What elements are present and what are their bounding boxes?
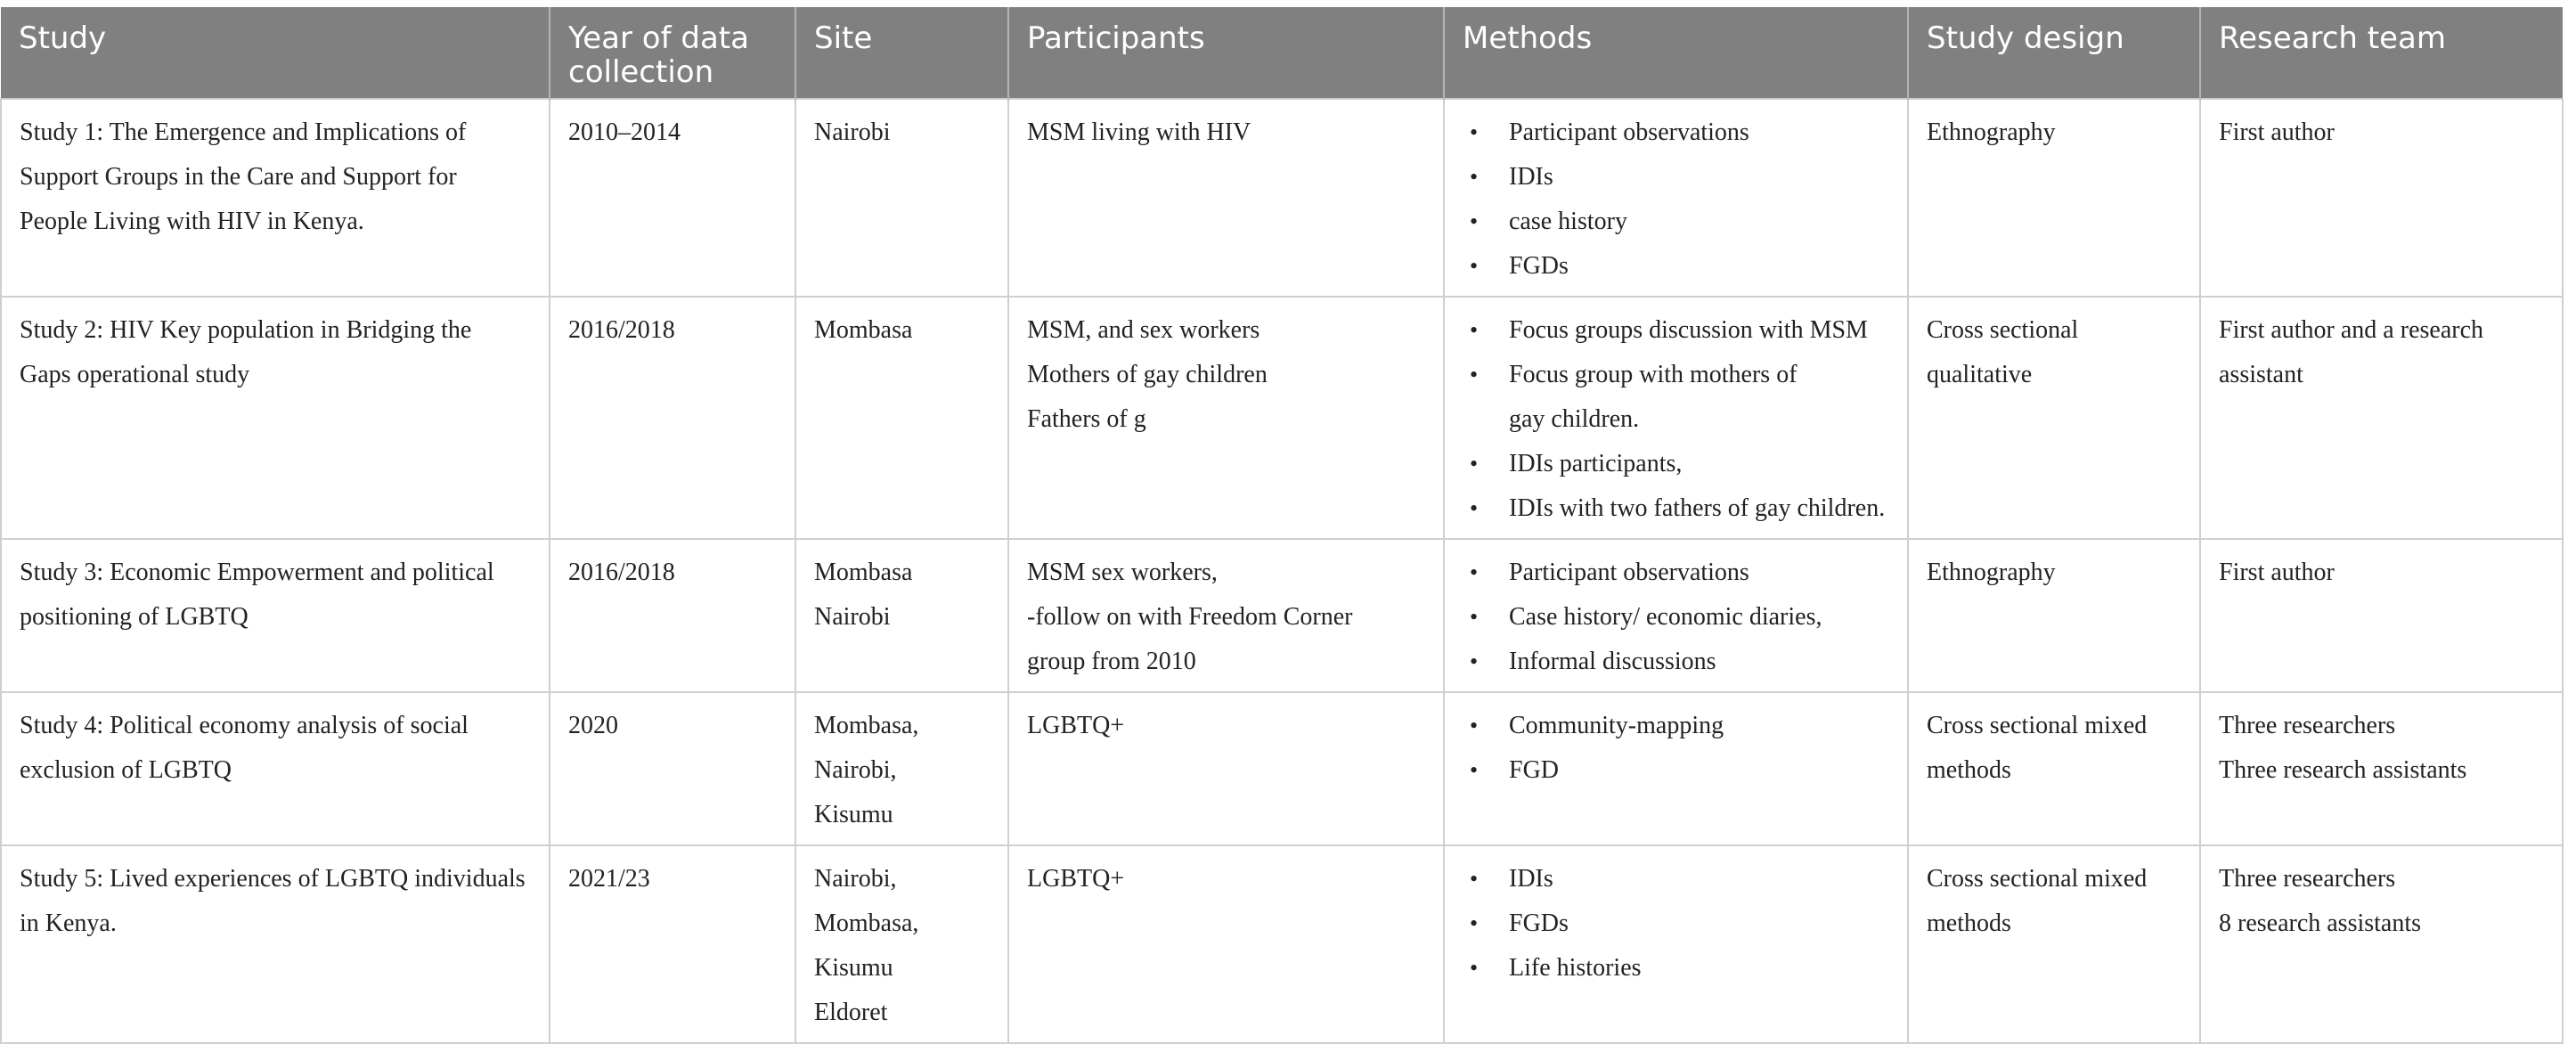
table-row — [1, 297, 2563, 539]
method-item — [1463, 308, 1889, 353]
method-text: • Informal discussions — [1509, 648, 1716, 675]
participants-line: MSM living with HIV — [1027, 118, 1251, 146]
site-line: Mombasa — [814, 316, 913, 344]
study-design-cell — [1908, 99, 2200, 297]
study-design-cell — [1908, 845, 2200, 1043]
year-cell — [550, 692, 795, 845]
research-team-line: First author and a research — [2219, 316, 2483, 344]
participants-cell — [1008, 692, 1444, 845]
method-text: • IDIs — [1509, 865, 1553, 893]
site-cell — [795, 539, 1008, 692]
site-line: Kisumu — [814, 801, 893, 828]
method-item — [1463, 901, 1889, 946]
method-item — [1463, 244, 1889, 289]
site-line: Mombasa — [814, 559, 913, 586]
site-line: Eldoret — [814, 999, 888, 1026]
methods-list — [1463, 857, 1889, 991]
methods-list — [1463, 308, 1889, 531]
study-design-line: Cross sectional — [1927, 316, 2079, 344]
participants-line: Mothers of gay children — [1027, 361, 1268, 388]
research-team-cell — [2200, 99, 2563, 297]
method-text: • FGDs — [1509, 252, 1569, 280]
study-title-line: Study 2: HIV Key population in Bridging the — [20, 316, 472, 344]
site-cell — [795, 692, 1008, 845]
table-body — [1, 99, 2563, 1043]
table-header-row — [1, 7, 2563, 99]
study-title-line: positioning of LGBTQ — [20, 603, 249, 631]
participants-line: LGBTQ+ — [1027, 712, 1125, 739]
method-item — [1463, 551, 1889, 595]
site-line: Nairobi, — [814, 756, 897, 784]
study-title-line: Study 1: The Emergence and Implications of — [20, 118, 467, 146]
year-cell — [550, 539, 795, 692]
methods-cell — [1444, 297, 1908, 539]
table-row — [1, 539, 2563, 692]
year-value: 2010–2014 — [568, 118, 681, 146]
method-text: • Life histories — [1509, 954, 1642, 982]
site-cell — [795, 845, 1008, 1043]
header-year: Year of data collection — [550, 7, 795, 99]
method-item — [1463, 353, 1889, 442]
study-design-cell — [1908, 539, 2200, 692]
study-design-line: Cross sectional mixed — [1927, 865, 2148, 893]
method-item — [1463, 640, 1889, 684]
year-value: 2021/23 — [568, 865, 650, 893]
research-team-cell — [2200, 297, 2563, 539]
header-research-team: Research team — [2200, 7, 2563, 99]
study-cell — [1, 99, 550, 297]
method-text: • Participant observations — [1509, 118, 1749, 146]
method-text: • IDIs participants, — [1509, 450, 1683, 477]
participants-line: MSM sex workers, — [1027, 559, 1218, 586]
participants-cell — [1008, 297, 1444, 539]
method-text-continuation: gay children. — [1509, 405, 1640, 433]
header-participants: Participants — [1008, 7, 1444, 99]
research-team-cell — [2200, 539, 2563, 692]
site-cell — [795, 99, 1008, 297]
research-team-line: First author — [2219, 118, 2335, 146]
method-text: • case history — [1509, 208, 1627, 235]
site-line: Mombasa, — [814, 712, 919, 739]
method-item — [1463, 595, 1889, 640]
table-row — [1, 99, 2563, 297]
research-team-line: assistant — [2219, 361, 2303, 388]
participants-cell — [1008, 845, 1444, 1043]
study-cell — [1, 692, 550, 845]
year-cell — [550, 99, 795, 297]
study-cell — [1, 297, 550, 539]
year-cell — [550, 845, 795, 1043]
study-design-line: methods — [1927, 756, 2011, 784]
study-design-cell — [1908, 297, 2200, 539]
table-row — [1, 692, 2563, 845]
header-site: Site — [795, 7, 1008, 99]
research-team-line: First author — [2219, 559, 2335, 586]
study-cell — [1, 845, 550, 1043]
site-cell — [795, 297, 1008, 539]
study-design-line: Ethnography — [1927, 118, 2056, 146]
method-item — [1463, 748, 1889, 793]
method-item — [1463, 704, 1889, 748]
study-title-line: in Kenya. — [20, 909, 117, 937]
methods-list — [1463, 551, 1889, 684]
method-item — [1463, 200, 1889, 244]
method-text: • Case history/ economic diaries, — [1509, 603, 1822, 631]
method-item — [1463, 110, 1889, 155]
methods-list — [1463, 704, 1889, 793]
participants-line: Fathers of g — [1027, 405, 1146, 433]
method-item — [1463, 857, 1889, 901]
study-design-line: qualitative — [1927, 361, 2033, 388]
participants-line: LGBTQ+ — [1027, 865, 1125, 893]
methods-cell — [1444, 99, 1908, 297]
site-line: Kisumu — [814, 954, 893, 982]
study-design-line: Cross sectional mixed — [1927, 712, 2148, 739]
year-value: 2020 — [568, 712, 618, 739]
header-study-design: Study design — [1908, 7, 2200, 99]
research-team-line: 8 research assistants — [2219, 909, 2422, 937]
method-text: • Focus group with mothers of — [1509, 361, 1797, 388]
study-design-line: methods — [1927, 909, 2011, 937]
study-title-line: Gaps operational study — [20, 361, 250, 388]
research-team-line: Three research assistants — [2219, 756, 2467, 784]
study-title-line: Study 5: Lived experiences of LGBTQ individuals — [20, 865, 526, 893]
participants-line: group from 2010 — [1027, 648, 1196, 675]
participants-cell — [1008, 539, 1444, 692]
table-row — [1, 845, 2563, 1043]
method-text: • Focus groups discussion with MSM — [1509, 316, 1868, 344]
methods-cell — [1444, 692, 1908, 845]
site-line: Nairobi — [814, 118, 891, 146]
study-title-line: Study 3: Economic Empowerment and political — [20, 559, 494, 586]
research-team-cell — [2200, 845, 2563, 1043]
participants-line: -follow on with Freedom Corner — [1027, 603, 1353, 631]
site-line: Nairobi — [814, 603, 891, 631]
site-line: Nairobi, — [814, 865, 897, 893]
research-team-line: Three researchers — [2219, 865, 2396, 893]
site-line: Mombasa, — [814, 909, 919, 937]
method-text: • FGD — [1509, 756, 1560, 784]
method-text: • IDIs with two fathers of gay children. — [1509, 494, 1886, 522]
method-text: • FGDs — [1509, 909, 1569, 937]
method-item — [1463, 155, 1889, 200]
method-item — [1463, 946, 1889, 991]
year-value: 2016/2018 — [568, 316, 675, 344]
header-study: Study — [1, 7, 550, 99]
study-design-line: Ethnography — [1927, 559, 2056, 586]
study-table-container — [0, 7, 2562, 1044]
method-text: • Community-mapping — [1509, 712, 1724, 739]
study-cell — [1, 539, 550, 692]
methods-cell — [1444, 845, 1908, 1043]
study-title-line: Support Groups in the Care and Support for — [20, 163, 457, 191]
method-text: • Participant observations — [1509, 559, 1749, 586]
year-cell — [550, 297, 795, 539]
method-text: • IDIs — [1509, 163, 1553, 191]
study-design-cell — [1908, 692, 2200, 845]
year-value: 2016/2018 — [568, 559, 675, 586]
methods-list — [1463, 110, 1889, 289]
study-title-line: exclusion of LGBTQ — [20, 756, 232, 784]
study-title-line: Study 4: Political economy analysis of social — [20, 712, 469, 739]
method-item — [1463, 442, 1889, 486]
research-team-cell — [2200, 692, 2563, 845]
methods-cell — [1444, 539, 1908, 692]
header-methods: Methods — [1444, 7, 1908, 99]
study-title-line: People Living with HIV in Kenya. — [20, 208, 364, 235]
participants-line: MSM, and sex workers — [1027, 316, 1260, 344]
participants-cell — [1008, 99, 1444, 297]
method-item — [1463, 486, 1889, 531]
research-team-line: Three researchers — [2219, 712, 2396, 739]
study-table — [0, 7, 2564, 1044]
